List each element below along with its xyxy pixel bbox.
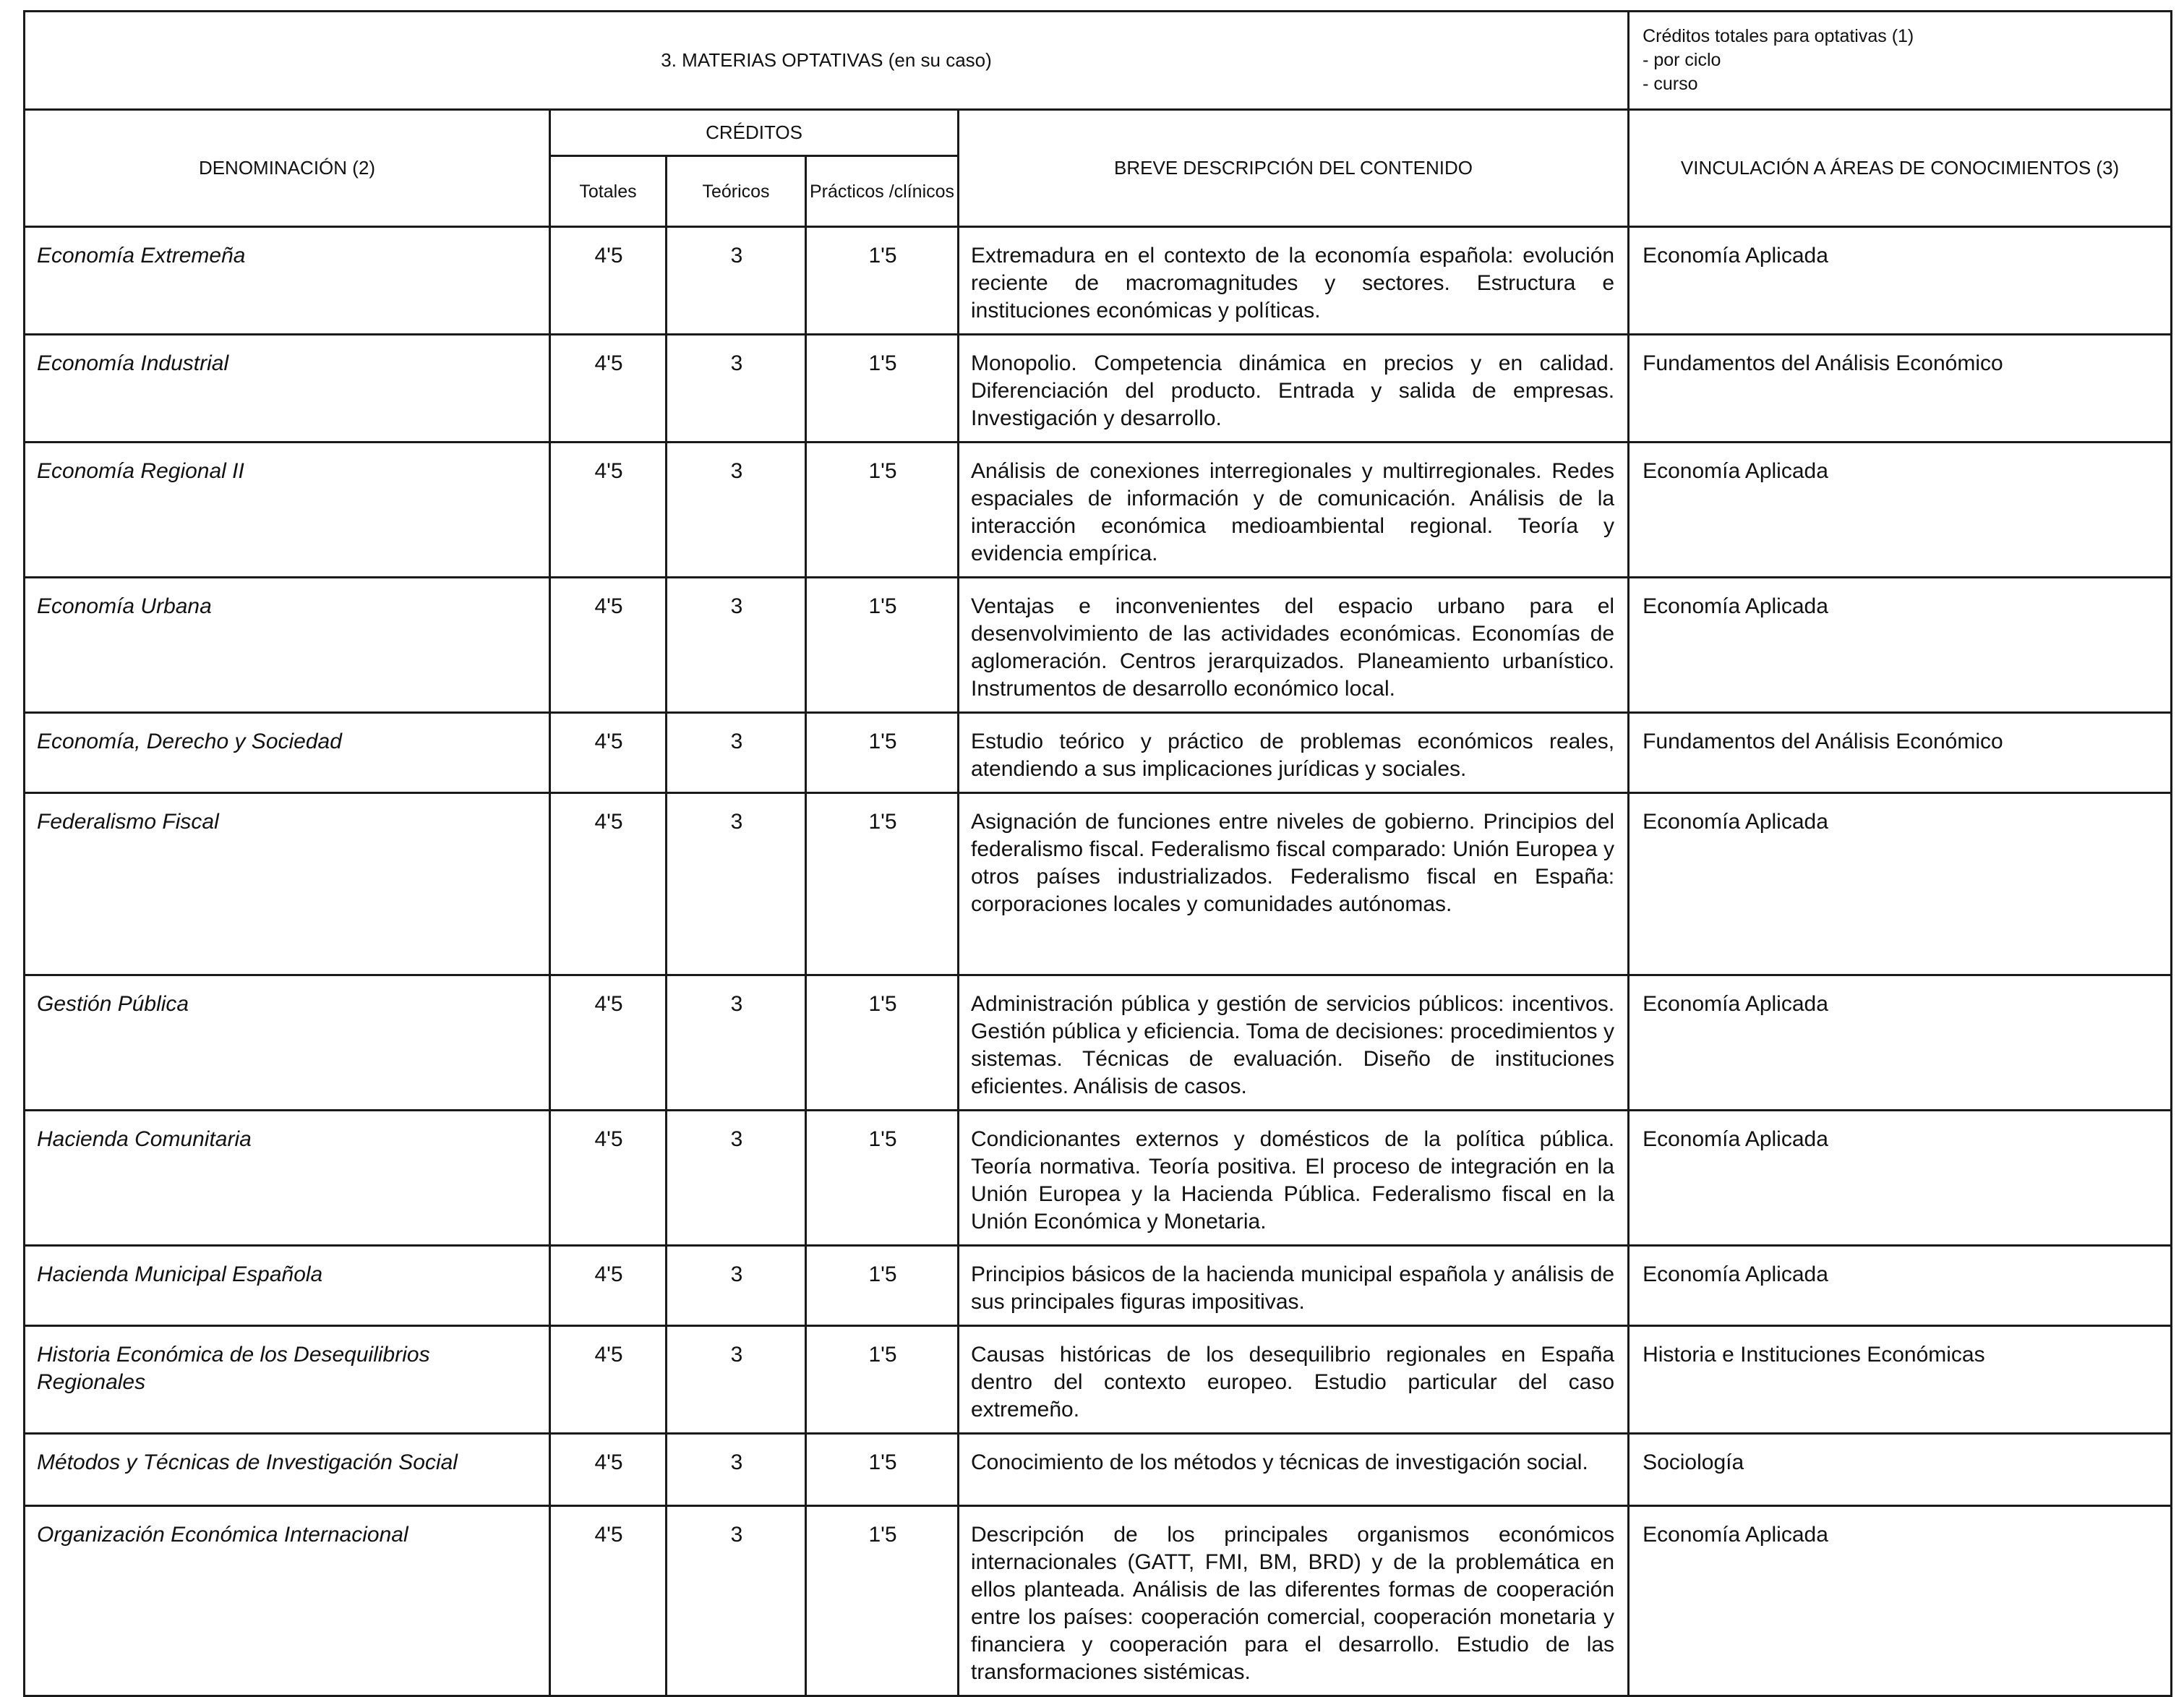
- table-row: [25, 713, 2172, 793]
- description-cell: Condicionantes externos y domésticos de la política pública. Teoría normativa. Teoría positiva. El proceso de integración en la Unión Europea y la Hacienda Pública. Federalismo fiscal en la Unión Económica y Monetaria.: [959, 1111, 1629, 1246]
- col-header-name: DENOMINACIÓN (2): [25, 110, 550, 227]
- credits-totales-cell: 4'5: [550, 335, 667, 443]
- subject-name-cell: Economía Extremeña: [25, 227, 550, 335]
- subject-name-cell: Economía Industrial: [25, 335, 550, 443]
- credits-teoricos-cell: 3: [667, 1434, 806, 1506]
- credits-teoricos-cell: 3: [667, 975, 806, 1111]
- description-cell: Estudio teórico y práctico de problemas económicos reales, atendiendo a sus implicaciones jurídicas y sociales.: [959, 713, 1629, 793]
- credits-practicos-cell: 1'5: [806, 793, 959, 975]
- credits-total-per-course: - curso: [1643, 74, 1698, 94]
- knowledge-area-cell: Sociología: [1629, 1434, 2172, 1506]
- table-row: [25, 1246, 2172, 1326]
- col-header-area: VINCULACIÓN A ÁREAS DE CONOCIMIENTOS (3): [1629, 110, 2172, 227]
- subject-name-cell: Gestión Pública: [25, 975, 550, 1111]
- description-cell: Asignación de funciones entre niveles de gobierno. Principios del federalismo fiscal. Federalismo fiscal comparado: Unión Europea y otros países industrializados. Federalismo fiscal en España: corporaciones locales y comunidades autónomas.: [959, 793, 1629, 975]
- credits-practicos-cell: 1'5: [806, 443, 959, 578]
- subject-name-cell: Economía Regional II: [25, 443, 550, 578]
- description-cell: Administración pública y gestión de servicios públicos: incentivos. Gestión pública y eficiencia. Toma de decisiones: procedimientos y sistemas. Técnicas de evaluación. Diseño de instituciones eficientes. Análisis de casos.: [959, 975, 1629, 1111]
- credits-teoricos-cell: 3: [667, 227, 806, 335]
- knowledge-area-cell: Economía Aplicada: [1629, 443, 2172, 578]
- credits-teoricos-cell: 3: [667, 1246, 806, 1326]
- credits-practicos-cell: 1'5: [806, 578, 959, 713]
- knowledge-area-cell: Economía Aplicada: [1629, 793, 2172, 975]
- knowledge-area-cell: Economía Aplicada: [1629, 975, 2172, 1111]
- subject-name-cell: Federalismo Fiscal: [25, 793, 550, 975]
- table-row: [25, 335, 2172, 443]
- credits-totales-cell: 4'5: [550, 578, 667, 713]
- credits-teoricos-cell: 3: [667, 1111, 806, 1246]
- table-row: [25, 227, 2172, 335]
- subject-name-cell: Hacienda Comunitaria: [25, 1111, 550, 1246]
- col-header-teoricos: Teóricos: [667, 156, 806, 227]
- subject-name-cell: Economía Urbana: [25, 578, 550, 713]
- subject-name-cell: Hacienda Municipal Española: [25, 1246, 550, 1326]
- subject-name-cell: Organización Económica Internacional: [25, 1506, 550, 1696]
- table-row: [25, 578, 2172, 713]
- optional-subjects-table: [23, 10, 2172, 1697]
- credits-teoricos-cell: 3: [667, 578, 806, 713]
- credits-totales-cell: 4'5: [550, 1506, 667, 1696]
- credits-practicos-cell: 1'5: [806, 1506, 959, 1696]
- col-header-credits: CRÉDITOS: [550, 110, 959, 156]
- subject-name-cell: Historia Económica de los Desequilibrios Regionales: [25, 1326, 550, 1434]
- description-cell: Conocimiento de los métodos y técnicas de investigación social.: [959, 1434, 1629, 1506]
- knowledge-area-cell: Fundamentos del Análisis Económico: [1629, 335, 2172, 443]
- knowledge-area-cell: Economía Aplicada: [1629, 227, 2172, 335]
- table-row: [25, 793, 2172, 975]
- table-row: [25, 1111, 2172, 1246]
- credits-totales-cell: 4'5: [550, 443, 667, 578]
- credits-total-per-cycle: - por ciclo: [1643, 50, 1721, 70]
- col-header-totales: Totales: [550, 156, 667, 227]
- table-row: [25, 975, 2172, 1111]
- credits-totales-cell: 4'5: [550, 1434, 667, 1506]
- credits-teoricos-cell: 3: [667, 1326, 806, 1434]
- credits-practicos-cell: 1'5: [806, 1111, 959, 1246]
- col-header-description: BREVE DESCRIPCIÓN DEL CONTENIDO: [959, 110, 1629, 227]
- knowledge-area-cell: Economía Aplicada: [1629, 1246, 2172, 1326]
- knowledge-area-cell: Economía Aplicada: [1629, 1111, 2172, 1246]
- credits-teoricos-cell: 3: [667, 713, 806, 793]
- credits-teoricos-cell: 3: [667, 793, 806, 975]
- description-cell: Ventajas e inconvenientes del espacio urbano para el desenvolvimiento de las actividades económicas. Economías de aglomeración. Centros jerarquizados. Planeamiento urbanístico. Instrumentos de desarrollo económico local.: [959, 578, 1629, 713]
- header-row-1: [25, 110, 2172, 156]
- credits-totales-cell: 4'5: [550, 227, 667, 335]
- credits-total-note: [1629, 12, 2172, 110]
- description-cell: Principios básicos de la hacienda municipal española y análisis de sus principales figuras impositivas.: [959, 1246, 1629, 1326]
- table-row: [25, 443, 2172, 578]
- credits-practicos-cell: 1'5: [806, 227, 959, 335]
- knowledge-area-cell: Historia e Instituciones Económicas: [1629, 1326, 2172, 1434]
- knowledge-area-cell: Economía Aplicada: [1629, 578, 2172, 713]
- description-cell: Análisis de conexiones interregionales y multirregionales. Redes espaciales de información y de comunicación. Análisis de la interacción económica medioambiental regional. Teoría y evidencia empírica.: [959, 443, 1629, 578]
- description-cell: Monopolio. Competencia dinámica en precios y en calidad. Diferenciación del producto. Entrada y salida de empresas. Investigación y desarrollo.: [959, 335, 1629, 443]
- credits-totales-cell: 4'5: [550, 1326, 667, 1434]
- credits-practicos-cell: 1'5: [806, 335, 959, 443]
- knowledge-area-cell: Economía Aplicada: [1629, 1506, 2172, 1696]
- table-row: [25, 1434, 2172, 1506]
- subject-name-cell: Métodos y Técnicas de Investigación Social: [25, 1434, 550, 1506]
- knowledge-area-cell: Fundamentos del Análisis Económico: [1629, 713, 2172, 793]
- credits-teoricos-cell: 3: [667, 443, 806, 578]
- subject-name-cell: Economía, Derecho y Sociedad: [25, 713, 550, 793]
- credits-practicos-cell: 1'5: [806, 713, 959, 793]
- title-row: [25, 12, 2172, 110]
- table-row: [25, 1326, 2172, 1434]
- credits-practicos-cell: 1'5: [806, 1434, 959, 1506]
- credits-totales-cell: 4'5: [550, 975, 667, 1111]
- credits-practicos-cell: 1'5: [806, 1246, 959, 1326]
- table-row: [25, 1506, 2172, 1696]
- credits-totales-cell: 4'5: [550, 793, 667, 975]
- credits-practicos-cell: 1'5: [806, 1326, 959, 1434]
- credits-totales-cell: 4'5: [550, 1111, 667, 1246]
- credits-totales-cell: 4'5: [550, 713, 667, 793]
- credits-total-title: Créditos totales para optativas (1): [1643, 26, 1914, 46]
- credits-teoricos-cell: 3: [667, 335, 806, 443]
- description-cell: Extremadura en el contexto de la economía española: evolución reciente de macromagnitudes y sectores. Estructura e instituciones económicas y políticas.: [959, 227, 1629, 335]
- credits-teoricos-cell: 3: [667, 1506, 806, 1696]
- section-title: 3. MATERIAS OPTATIVAS (en su caso): [25, 12, 1629, 110]
- col-header-practicos: Prácticos /clínicos: [806, 156, 959, 227]
- credits-practicos-cell: 1'5: [806, 975, 959, 1111]
- description-cell: Causas históricas de los desequilibrio regionales en España dentro del contexto europeo. Estudio particular del caso extremeño.: [959, 1326, 1629, 1434]
- description-cell: Descripción de los principales organismos económicos internacionales (GATT, FMI, BM, BRD) y de la problemática en ellos planteada. Análisis de las diferentes formas de cooperación entre los países: cooperación comercial, cooperación monetaria y financiera y cooperación para el desarrollo. Estudio de las transformaciones sistémicas.: [959, 1506, 1629, 1696]
- credits-totales-cell: 4'5: [550, 1246, 667, 1326]
